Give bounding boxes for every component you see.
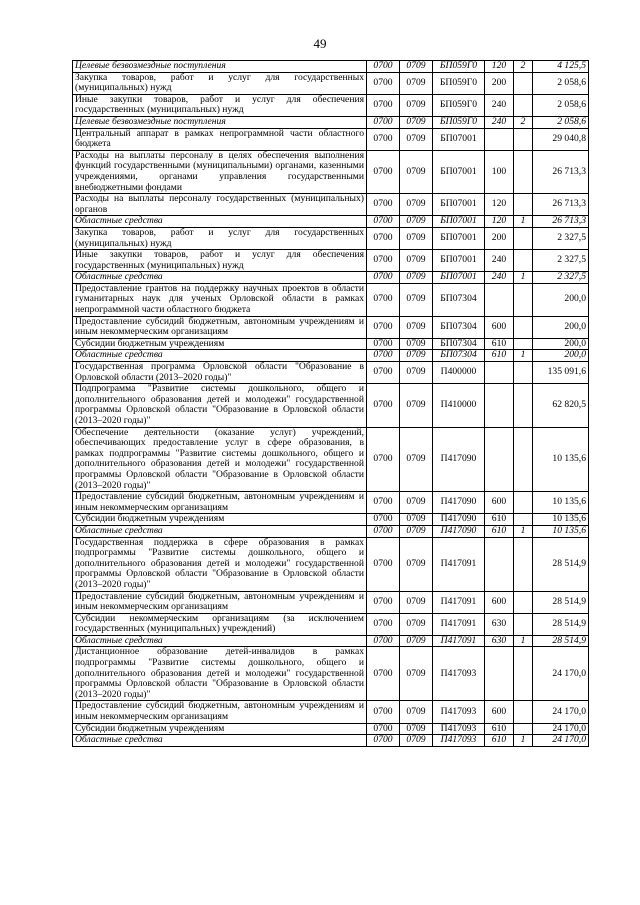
row-target-cell: П417090 xyxy=(433,492,485,514)
row-subsection-cell: 0709 xyxy=(400,250,433,272)
row-subsection-cell: 0709 xyxy=(400,735,433,747)
row-name-cell: Государственная поддержка в сфере образования в рамках подпрограммы "Развитие системы дошкольного, общего и дополнительного образования детей и молодежи" государственной программы Орловской области "Образование в Орловской области (2013–2020 годы)" xyxy=(73,537,367,591)
row-source-cell: 2 xyxy=(514,61,533,73)
row-type-cell: 120 xyxy=(485,194,514,216)
row-type-cell xyxy=(485,647,514,701)
row-amount-cell: 26 713,3 xyxy=(533,194,589,216)
table-row xyxy=(73,492,589,514)
table-row xyxy=(73,701,589,723)
row-section-cell: 0700 xyxy=(367,227,400,249)
table-row xyxy=(73,72,589,94)
row-name-cell: Центральный аппарат в рамках непрограммной части областного бюджета xyxy=(73,128,367,150)
row-name-cell: Областные средства xyxy=(73,525,367,537)
table-row xyxy=(73,427,589,492)
row-target-cell: БП059Г0 xyxy=(433,94,485,116)
row-type-cell: 120 xyxy=(485,216,514,228)
row-target-cell: БП07001 xyxy=(433,227,485,249)
row-name-cell: Субсидии некоммерческим организациям (за исключением государственных (муниципальных) учреждений) xyxy=(73,613,367,635)
row-amount-cell: 28 514,9 xyxy=(533,613,589,635)
row-name-cell: Предоставление субсидий бюджетным, автономным учреждениям и иным некоммерческим организациям xyxy=(73,316,367,338)
table-row xyxy=(73,514,589,526)
row-amount-cell: 10 135,6 xyxy=(533,427,589,492)
row-amount-cell: 200,0 xyxy=(533,316,589,338)
row-section-cell: 0700 xyxy=(367,316,400,338)
row-type-cell: 630 xyxy=(485,613,514,635)
table-row xyxy=(73,250,589,272)
row-name-cell: Предоставление субсидий бюджетным, автономным учреждениям и иным некоммерческим организациям xyxy=(73,701,367,723)
row-section-cell: 0700 xyxy=(367,427,400,492)
row-name-cell: Закупка товаров, работ и услуг для государственных (муниципальных) нужд xyxy=(73,227,367,249)
row-type-cell: 610 xyxy=(485,525,514,537)
row-amount-cell: 28 514,9 xyxy=(533,591,589,613)
row-subsection-cell: 0709 xyxy=(400,384,433,427)
table-row xyxy=(73,150,589,193)
row-amount-cell: 28 514,9 xyxy=(533,635,589,647)
row-target-cell: БП07304 xyxy=(433,283,485,316)
table-row xyxy=(73,723,589,735)
row-source-cell: 1 xyxy=(514,635,533,647)
row-section-cell: 0700 xyxy=(367,350,400,362)
row-source-cell xyxy=(514,514,533,526)
row-section-cell: 0700 xyxy=(367,492,400,514)
row-subsection-cell: 0709 xyxy=(400,350,433,362)
row-subsection-cell: 0709 xyxy=(400,272,433,284)
row-name-cell: Подпрограмма "Развитие системы дошкольного, общего и дополнительного образования детей и молодежи" государственной программы Орловской области "Образование в Орловской области (2013–2020 годы)" xyxy=(73,384,367,427)
table-row xyxy=(73,128,589,150)
row-subsection-cell: 0709 xyxy=(400,492,433,514)
row-name-cell: Субсидии бюджетным учреждениям xyxy=(73,723,367,735)
row-source-cell xyxy=(514,701,533,723)
row-amount-cell: 2 058,6 xyxy=(533,72,589,94)
row-subsection-cell: 0709 xyxy=(400,194,433,216)
row-type-cell: 100 xyxy=(485,150,514,193)
row-name-cell: Закупка товаров, работ и услуг для государственных (муниципальных) нужд xyxy=(73,72,367,94)
row-target-cell: БП07304 xyxy=(433,316,485,338)
row-subsection-cell: 0709 xyxy=(400,427,433,492)
row-amount-cell: 10 135,6 xyxy=(533,514,589,526)
row-source-cell xyxy=(514,72,533,94)
row-subsection-cell: 0709 xyxy=(400,283,433,316)
row-amount-cell: 2 058,6 xyxy=(533,94,589,116)
row-type-cell: 610 xyxy=(485,514,514,526)
row-section-cell: 0700 xyxy=(367,116,400,128)
row-amount-cell: 26 713,3 xyxy=(533,216,589,228)
row-source-cell: 1 xyxy=(514,350,533,362)
row-source-cell: 1 xyxy=(514,216,533,228)
row-type-cell: 610 xyxy=(485,723,514,735)
row-section-cell: 0700 xyxy=(367,272,400,284)
row-section-cell: 0700 xyxy=(367,701,400,723)
row-source-cell xyxy=(514,283,533,316)
row-name-cell: Областные средства xyxy=(73,350,367,362)
row-source-cell xyxy=(514,227,533,249)
row-source-cell xyxy=(514,613,533,635)
row-subsection-cell: 0709 xyxy=(400,316,433,338)
row-type-cell: 600 xyxy=(485,701,514,723)
row-amount-cell: 10 135,6 xyxy=(533,492,589,514)
table-row xyxy=(73,116,589,128)
table-row xyxy=(73,635,589,647)
row-target-cell: П417090 xyxy=(433,525,485,537)
row-source-cell xyxy=(514,128,533,150)
row-section-cell: 0700 xyxy=(367,338,400,350)
row-type-cell: 200 xyxy=(485,227,514,249)
row-amount-cell: 2 327,5 xyxy=(533,272,589,284)
row-section-cell: 0700 xyxy=(367,72,400,94)
row-section-cell: 0700 xyxy=(367,537,400,591)
row-name-cell: Целевые безвозмездные поступления xyxy=(73,116,367,128)
row-name-cell: Обеспечение деятельности (оказание услуг) учреждений, обеспечивающих предоставление услуг в сфере образования, в рамках подпрограммы "Развитие системы дошкольного, общего и дополнительного образования детей и молодежи" государственной программы Орловской области "Образование в Орловской области (2013–2020 годы)" xyxy=(73,427,367,492)
row-amount-cell: 24 170,0 xyxy=(533,647,589,701)
row-name-cell: Дистанционное образование детей-инвалидов в рамках подпрограммы "Развитие системы дошкольного, общего и дополнительного образования детей и молодежи" государственной программы Орловской области "Образование в Орловской области (2013–2020 годы)" xyxy=(73,647,367,701)
row-subsection-cell: 0709 xyxy=(400,613,433,635)
row-section-cell: 0700 xyxy=(367,250,400,272)
row-name-cell: Областные средства xyxy=(73,635,367,647)
row-type-cell xyxy=(485,427,514,492)
row-subsection-cell: 0709 xyxy=(400,635,433,647)
row-section-cell: 0700 xyxy=(367,94,400,116)
row-amount-cell: 2 327,5 xyxy=(533,227,589,249)
row-amount-cell: 24 170,0 xyxy=(533,735,589,747)
row-section-cell: 0700 xyxy=(367,591,400,613)
row-subsection-cell: 0709 xyxy=(400,537,433,591)
row-target-cell: БП07001 xyxy=(433,128,485,150)
row-amount-cell: 28 514,9 xyxy=(533,537,589,591)
row-target-cell: П410000 xyxy=(433,384,485,427)
row-target-cell: БП059Г0 xyxy=(433,61,485,73)
row-amount-cell: 4 125,5 xyxy=(533,61,589,73)
row-section-cell: 0700 xyxy=(367,525,400,537)
row-subsection-cell: 0709 xyxy=(400,128,433,150)
row-name-cell: Областные средства xyxy=(73,735,367,747)
row-target-cell: П417093 xyxy=(433,735,485,747)
row-amount-cell: 2 058,6 xyxy=(533,116,589,128)
row-target-cell: П417093 xyxy=(433,647,485,701)
row-name-cell: Областные средства xyxy=(73,216,367,228)
row-source-cell: 2 xyxy=(514,116,533,128)
row-amount-cell: 10 135,6 xyxy=(533,525,589,537)
row-type-cell: 610 xyxy=(485,350,514,362)
row-amount-cell: 200,0 xyxy=(533,350,589,362)
row-section-cell: 0700 xyxy=(367,647,400,701)
row-target-cell: БП07001 xyxy=(433,250,485,272)
row-source-cell xyxy=(514,362,533,384)
page-number: 49 xyxy=(313,36,327,51)
row-source-cell xyxy=(514,194,533,216)
row-target-cell: П417091 xyxy=(433,635,485,647)
table-row xyxy=(73,384,589,427)
row-source-cell xyxy=(514,316,533,338)
row-subsection-cell: 0709 xyxy=(400,723,433,735)
table-row xyxy=(73,537,589,591)
row-type-cell: 610 xyxy=(485,338,514,350)
row-subsection-cell: 0709 xyxy=(400,525,433,537)
row-amount-cell: 24 170,0 xyxy=(533,723,589,735)
row-type-cell: 610 xyxy=(485,735,514,747)
row-type-cell: 630 xyxy=(485,635,514,647)
row-name-cell: Предоставление грантов на поддержку научных проектов в области гуманитарных наук для ученых Орловской области в рамках непрограммной части областного бюджета xyxy=(73,283,367,316)
row-target-cell: БП07001 xyxy=(433,216,485,228)
row-subsection-cell: 0709 xyxy=(400,94,433,116)
row-section-cell: 0700 xyxy=(367,735,400,747)
row-source-cell xyxy=(514,384,533,427)
row-source-cell xyxy=(514,427,533,492)
row-amount-cell: 135 091,6 xyxy=(533,362,589,384)
row-target-cell: БП07001 xyxy=(433,150,485,193)
table-row xyxy=(73,362,589,384)
row-subsection-cell: 0709 xyxy=(400,150,433,193)
row-subsection-cell: 0709 xyxy=(400,116,433,128)
row-section-cell: 0700 xyxy=(367,384,400,427)
row-section-cell: 0700 xyxy=(367,362,400,384)
row-subsection-cell: 0709 xyxy=(400,362,433,384)
row-amount-cell: 2 327,5 xyxy=(533,250,589,272)
row-type-cell: 240 xyxy=(485,272,514,284)
table-row xyxy=(73,94,589,116)
row-target-cell: П417093 xyxy=(433,723,485,735)
row-type-cell xyxy=(485,283,514,316)
row-section-cell: 0700 xyxy=(367,150,400,193)
row-target-cell: БП07304 xyxy=(433,350,485,362)
row-source-cell xyxy=(514,150,533,193)
row-amount-cell: 62 820,5 xyxy=(533,384,589,427)
row-amount-cell: 24 170,0 xyxy=(533,701,589,723)
row-source-cell xyxy=(514,94,533,116)
row-section-cell: 0700 xyxy=(367,128,400,150)
budget-table xyxy=(72,60,589,747)
table-row xyxy=(73,194,589,216)
table-row xyxy=(73,61,589,73)
row-type-cell xyxy=(485,384,514,427)
table-row xyxy=(73,227,589,249)
row-subsection-cell: 0709 xyxy=(400,591,433,613)
table-row xyxy=(73,216,589,228)
row-target-cell: БП059Г0 xyxy=(433,116,485,128)
row-amount-cell: 26 713,3 xyxy=(533,150,589,193)
table-row xyxy=(73,350,589,362)
row-subsection-cell: 0709 xyxy=(400,61,433,73)
row-target-cell: БП07001 xyxy=(433,194,485,216)
row-subsection-cell: 0709 xyxy=(400,647,433,701)
row-section-cell: 0700 xyxy=(367,723,400,735)
table-row xyxy=(73,283,589,316)
row-source-cell xyxy=(514,591,533,613)
table-row xyxy=(73,735,589,747)
row-type-cell xyxy=(485,362,514,384)
row-source-cell xyxy=(514,537,533,591)
row-name-cell: Субсидии бюджетным учреждениям xyxy=(73,514,367,526)
table-row xyxy=(73,316,589,338)
table-row xyxy=(73,338,589,350)
table-row xyxy=(73,591,589,613)
table-row xyxy=(73,525,589,537)
row-name-cell: Иные закупки товаров, работ и услуг для обеспечения государственных (муниципальных) нужд xyxy=(73,250,367,272)
row-type-cell: 240 xyxy=(485,116,514,128)
row-section-cell: 0700 xyxy=(367,194,400,216)
row-target-cell: П417090 xyxy=(433,514,485,526)
row-subsection-cell: 0709 xyxy=(400,514,433,526)
row-subsection-cell: 0709 xyxy=(400,701,433,723)
row-amount-cell: 200,0 xyxy=(533,283,589,316)
table-row xyxy=(73,613,589,635)
table-row xyxy=(73,647,589,701)
row-target-cell: П417091 xyxy=(433,537,485,591)
row-source-cell: 1 xyxy=(514,525,533,537)
row-section-cell: 0700 xyxy=(367,613,400,635)
row-target-cell: П400000 xyxy=(433,362,485,384)
row-type-cell: 200 xyxy=(485,72,514,94)
row-amount-cell: 29 040,8 xyxy=(533,128,589,150)
row-section-cell: 0700 xyxy=(367,61,400,73)
row-subsection-cell: 0709 xyxy=(400,227,433,249)
row-name-cell: Целевые безвозмездные поступления xyxy=(73,61,367,73)
row-source-cell: 1 xyxy=(514,272,533,284)
row-section-cell: 0700 xyxy=(367,283,400,316)
row-name-cell: Предоставление субсидий бюджетным, автономным учреждениям и иным некоммерческим организациям xyxy=(73,591,367,613)
budget-table-body xyxy=(73,61,589,747)
row-target-cell: П417093 xyxy=(433,701,485,723)
row-name-cell: Расходы на выплаты персоналу государственных (муниципальных) органов xyxy=(73,194,367,216)
row-name-cell: Предоставление субсидий бюджетным, автономным учреждениям и иным некоммерческим организациям xyxy=(73,492,367,514)
row-source-cell xyxy=(514,338,533,350)
row-type-cell: 240 xyxy=(485,94,514,116)
row-subsection-cell: 0709 xyxy=(400,72,433,94)
row-name-cell: Расходы на выплаты персоналу в целях обеспечения выполнения функций государственными (муниципальными) органами, казенными учреждениями, органами управления государственными внебюджетными фондами xyxy=(73,150,367,193)
row-source-cell xyxy=(514,492,533,514)
row-target-cell: П417090 xyxy=(433,427,485,492)
row-target-cell: П417091 xyxy=(433,591,485,613)
row-source-cell: 1 xyxy=(514,735,533,747)
table-row xyxy=(73,272,589,284)
row-target-cell: П417091 xyxy=(433,613,485,635)
row-target-cell: БП059Г0 xyxy=(433,72,485,94)
row-source-cell xyxy=(514,647,533,701)
row-name-cell: Государственная программа Орловской области "Образование в Орловской области (2013–2020 годы)" xyxy=(73,362,367,384)
row-section-cell: 0700 xyxy=(367,216,400,228)
row-subsection-cell: 0709 xyxy=(400,216,433,228)
row-section-cell: 0700 xyxy=(367,635,400,647)
row-target-cell: БП07304 xyxy=(433,338,485,350)
row-type-cell: 600 xyxy=(485,316,514,338)
row-target-cell: БП07001 xyxy=(433,272,485,284)
row-source-cell xyxy=(514,250,533,272)
row-name-cell: Субсидии бюджетным учреждениям xyxy=(73,338,367,350)
row-name-cell: Иные закупки товаров, работ и услуг для обеспечения государственных (муниципальных) нужд xyxy=(73,94,367,116)
row-source-cell xyxy=(514,723,533,735)
row-type-cell xyxy=(485,537,514,591)
row-type-cell xyxy=(485,128,514,150)
row-type-cell: 120 xyxy=(485,61,514,73)
row-section-cell: 0700 xyxy=(367,514,400,526)
row-amount-cell: 200,0 xyxy=(533,338,589,350)
row-name-cell: Областные средства xyxy=(73,272,367,284)
row-type-cell: 600 xyxy=(485,591,514,613)
row-type-cell: 240 xyxy=(485,250,514,272)
row-type-cell: 600 xyxy=(485,492,514,514)
row-subsection-cell: 0709 xyxy=(400,338,433,350)
